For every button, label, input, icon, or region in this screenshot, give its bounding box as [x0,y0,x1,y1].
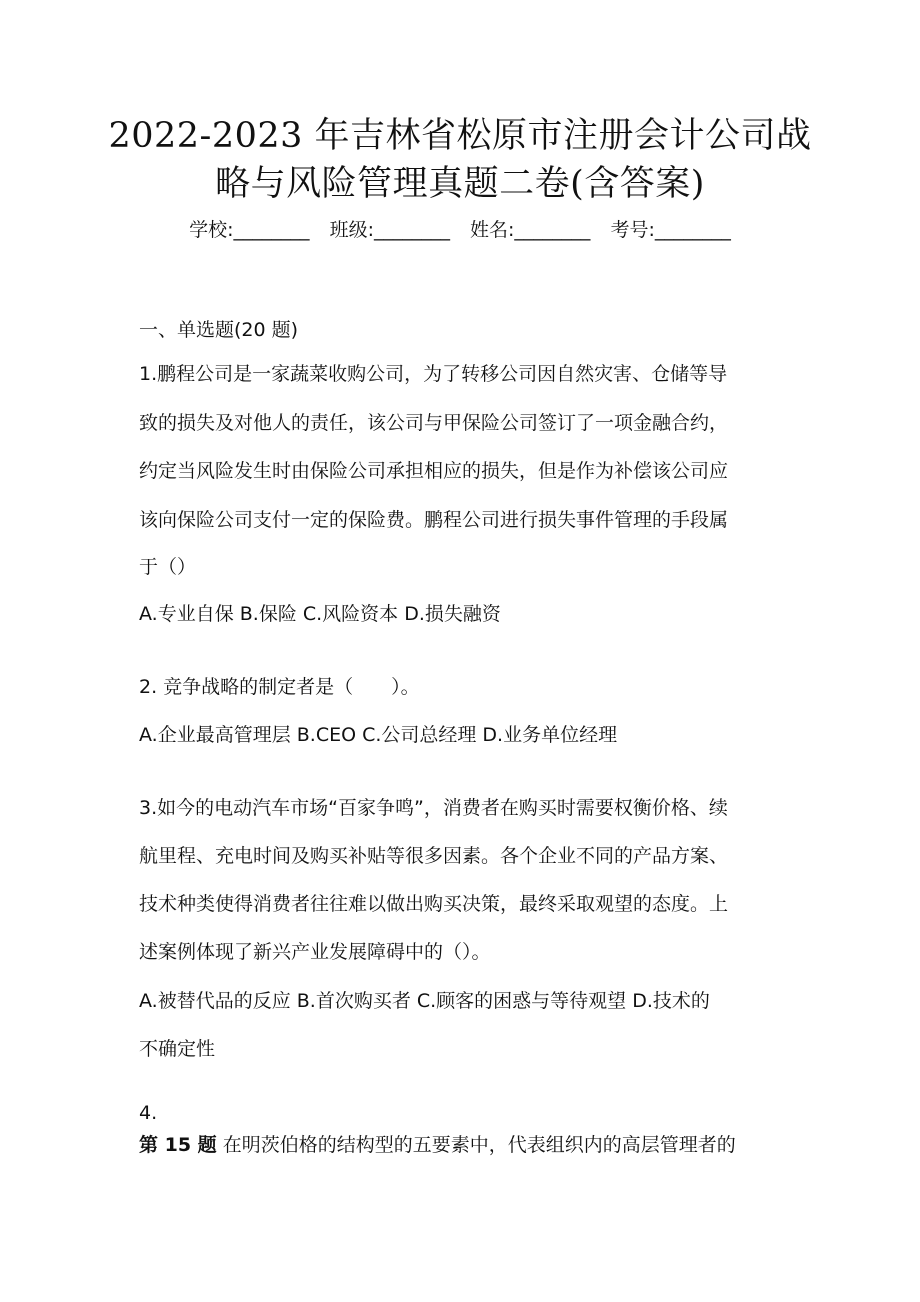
exam-number-field: 考号:________ [610,219,731,241]
question-2-stem: 2. 竞争战略的制定者是（ ）。 [139,676,420,698]
question-4-text: 在明茨伯格的结构型的五要素中，代表组织内的高层管理者的 [216,1134,736,1156]
question-3-line-4: 述案例体现了新兴产业发展障碍中的（）。 [139,941,491,963]
question-4-label: 第 15 题 [139,1134,217,1156]
question-1-line-3: 约定当风险发生时由保险公司承担相应的损失，但是作为补偿该公司应 [139,460,729,482]
question-3-line-1: 3.如今的电动汽车市场“百家争鸣”，消费者在购买时需要权衡价格、续 [139,797,728,819]
name-field: 姓名:________ [470,219,591,241]
question-1-line-4: 该向保险公司支付一定的保险费。鹏程公司进行损失事件管理的手段属 [139,509,729,531]
question-4-number: 4. [139,1102,158,1124]
student-info-row [0,215,920,245]
question-3-options-line-2: 不确定性 [139,1038,216,1060]
question-1-line-1: 1.鹏程公司是一家蔬菜收购公司，为了转移公司因自然灾害、仓储等导 [139,363,728,385]
question-1-line-2: 致的损失及对他人的责任，该公司与甲保险公司签订了一项金融合约， [139,412,729,434]
question-1-options: A.专业自保 B.保险 C.风险资本 D.损失融资 [139,603,501,625]
document-title-line-1: 2022-2023 年吉林省松原市注册会计公司战 [108,116,812,156]
class-field: 班级:________ [329,219,450,241]
question-3-options-line-1: A.被替代品的反应 B.首次购买者 C.顾客的困惑与等待观望 D.技术的 [139,990,710,1012]
question-3-line-2: 航里程、充电时间及购买补贴等很多因素。各个企业不同的产品方案、 [139,845,729,867]
question-1-line-5: 于（） [139,556,197,578]
document-title-line-2: 略与风险管理真题二卷(含答案) [215,164,705,204]
question-3-line-3: 技术种类使得消费者往往难以做出购买决策，最终采取观望的态度。上 [139,893,729,915]
question-2-options: A.企业最高管理层 B.CEO C.公司总经理 D.业务单位经理 [139,724,618,746]
school-field: 学校:________ [189,219,310,241]
section-heading: 一、单选题(20 题) [139,319,299,341]
question-4-line-1 [139,1130,789,1160]
